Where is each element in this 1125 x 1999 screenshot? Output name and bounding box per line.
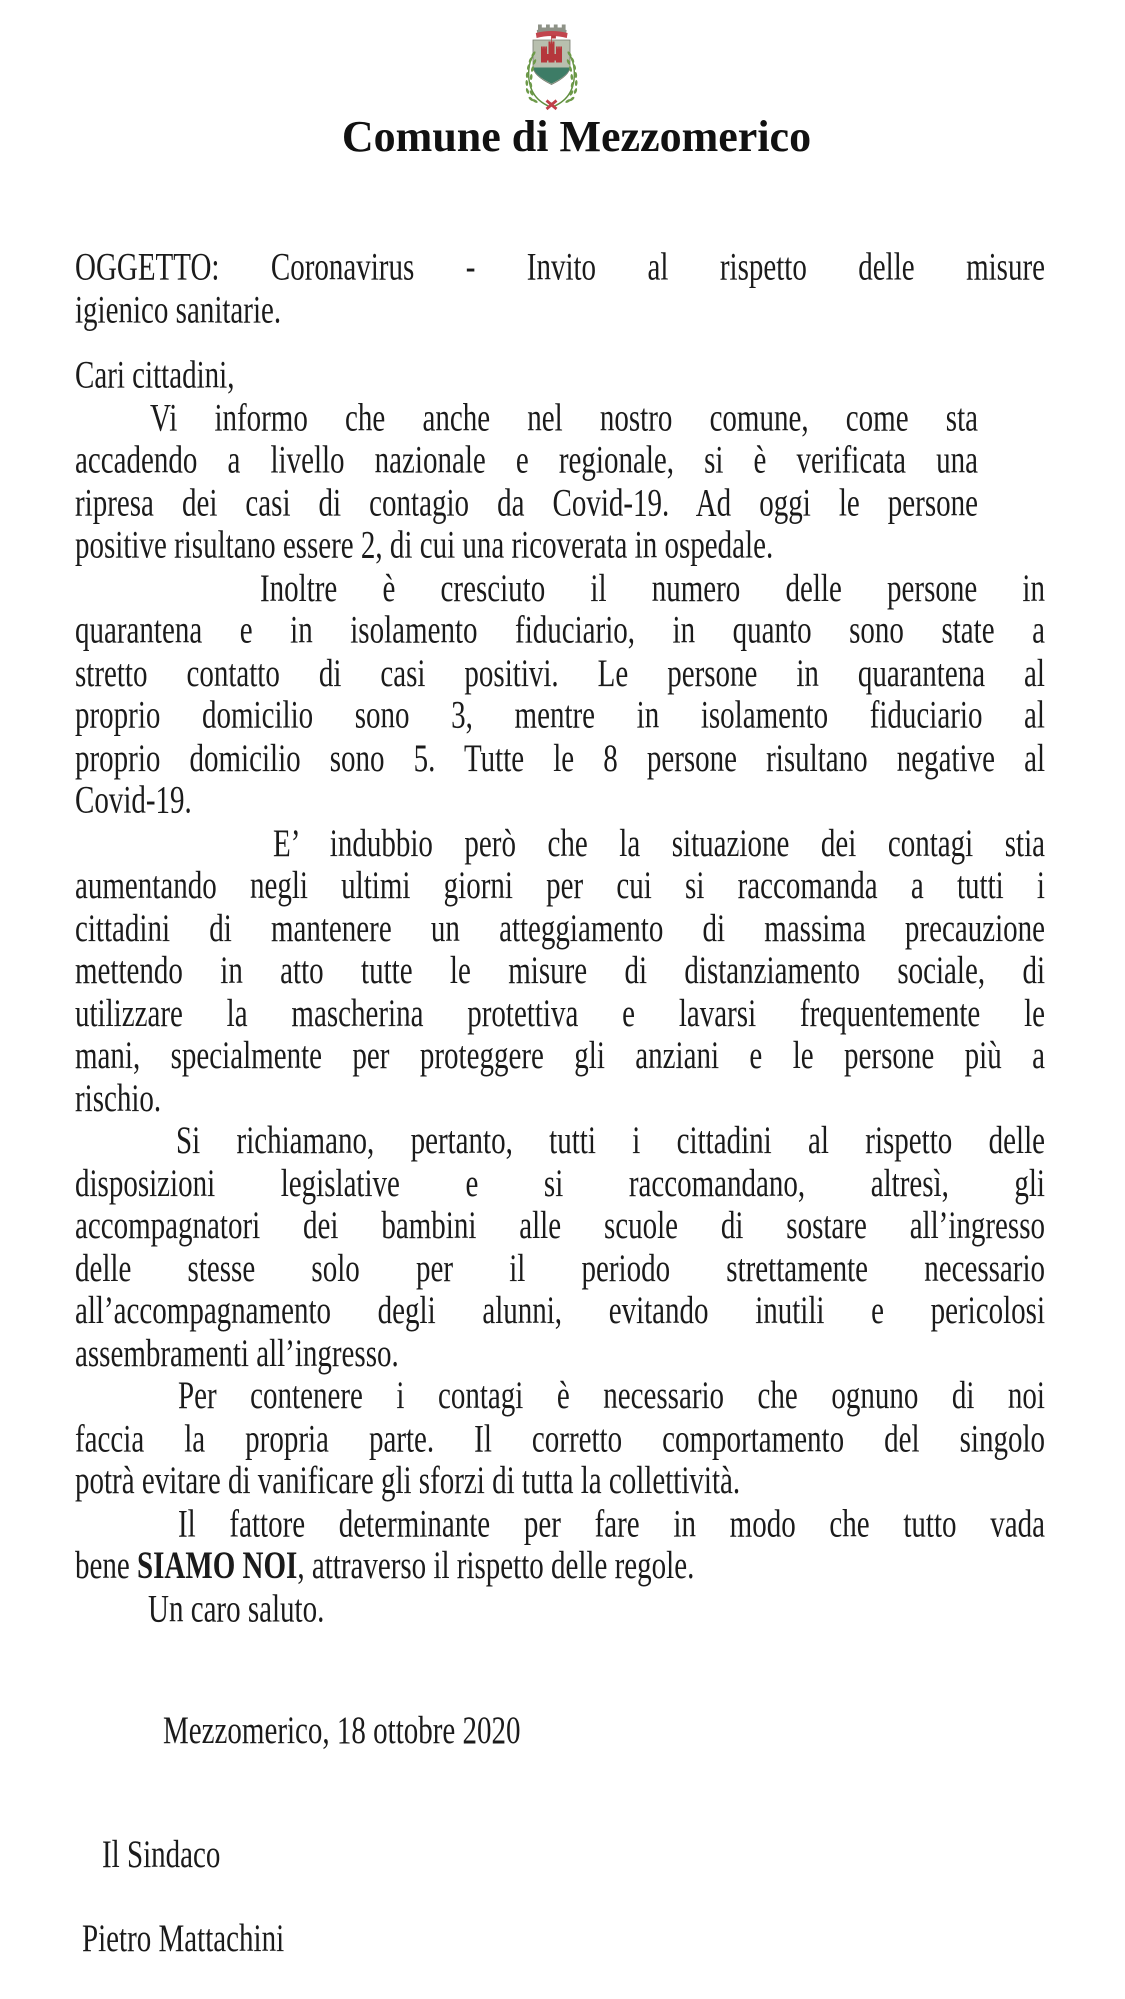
text-fragment: bene xyxy=(75,1544,137,1588)
body-line: proprio domicilio sono 5. Tutte le 8 persone risultano negative al xyxy=(75,736,1045,780)
municipality-title: Comune di Mezzomerico xyxy=(341,112,812,161)
body-line: cittadini di mantenere un atteggiamento di massima precauzione xyxy=(75,906,1045,950)
signature-role: Il Sindaco xyxy=(102,1832,221,1876)
body-line: quarantena e in isolamento fiduciario, in quanto sono state a xyxy=(75,608,1045,653)
body-line: Si richiamano, pertanto, tutti i cittadini al rispetto delle xyxy=(176,1119,1045,1163)
dateline: Mezzomerico, 18 ottobre 2020 xyxy=(163,1709,521,1753)
body-line: accadendo a livello nazionale e regionale, si è verificata una xyxy=(75,438,978,482)
subject-line: OGGETTO: Coronavirus - Invito al rispetto delle misure xyxy=(75,245,1045,289)
body-line: rischio. xyxy=(75,1076,162,1120)
body-line: utilizzare la mascherina protettiva e lavarsi frequentemente le xyxy=(75,991,1045,1035)
body-line: positive risultano essere 2, di cui una ricoverata in ospedale. xyxy=(75,523,774,567)
body-line: potrà evitare di vanificare gli sforzi di tutta la collettività. xyxy=(75,1459,741,1503)
body-line: Covid-19. xyxy=(75,778,192,823)
body-line: Il fattore determinante per fare in modo che tutto vada xyxy=(178,1501,1045,1546)
text-fragment: , attraverso il rispetto delle regole. xyxy=(297,1544,695,1588)
body-line: mani, specialmente per proteggere gli anziani e le persone più a xyxy=(75,1034,1045,1078)
body-line: aumentando negli ultimi giorni per cui si raccomanda a tutti i xyxy=(75,864,1045,908)
letter-body xyxy=(75,0,1045,1961)
body-line: Vi informo che anche nel nostro comune, come sta xyxy=(150,396,978,440)
body-line: delle stesse solo per il periodo strettamente necessario xyxy=(75,1246,1045,1290)
body-line: ripresa dei casi di contagio da Covid-19. Ad oggi le persone xyxy=(75,481,978,525)
body-line: E’ indubbio però che la situazione dei contagi stia xyxy=(273,821,1045,865)
subject-line: igienico sanitarie. xyxy=(75,288,282,332)
body-line: accompagnatori dei bambini alle scuole di sostare all’ingresso xyxy=(75,1204,1045,1248)
body-line: stretto contatto di casi positivi. Le persone in quarantena al xyxy=(75,651,1045,695)
body-line: proprio domicilio sono 3, mentre in isolamento fiduciario al xyxy=(75,693,1045,738)
emphasized-text: SIAMO NOI xyxy=(137,1544,298,1588)
body-line: Inoltre è cresciuto il numero delle persone in xyxy=(260,566,1045,610)
body-line: all’accompagnamento degli alunni, evitando inutili e pericolosi xyxy=(75,1289,1045,1333)
body-line: assembramenti all’ingresso. xyxy=(75,1331,399,1375)
salutation: Cari cittadini, xyxy=(75,353,235,397)
body-line: Per contenere i contagi è necessario che ognuno di noi xyxy=(178,1374,1045,1418)
body-line: mettendo in atto tutte le misure di distanziamento sociale, di xyxy=(75,949,1045,993)
signature-name: Pietro Mattachini xyxy=(82,1917,285,1961)
body-line: faccia la propria parte. Il corretto comportamento del singolo xyxy=(75,1416,1045,1461)
body-line xyxy=(75,1546,1045,1589)
closing: Un caro saluto. xyxy=(148,1586,325,1631)
body-line: disposizioni legislative e si raccomandano, altresì, gli xyxy=(75,1161,1045,1205)
